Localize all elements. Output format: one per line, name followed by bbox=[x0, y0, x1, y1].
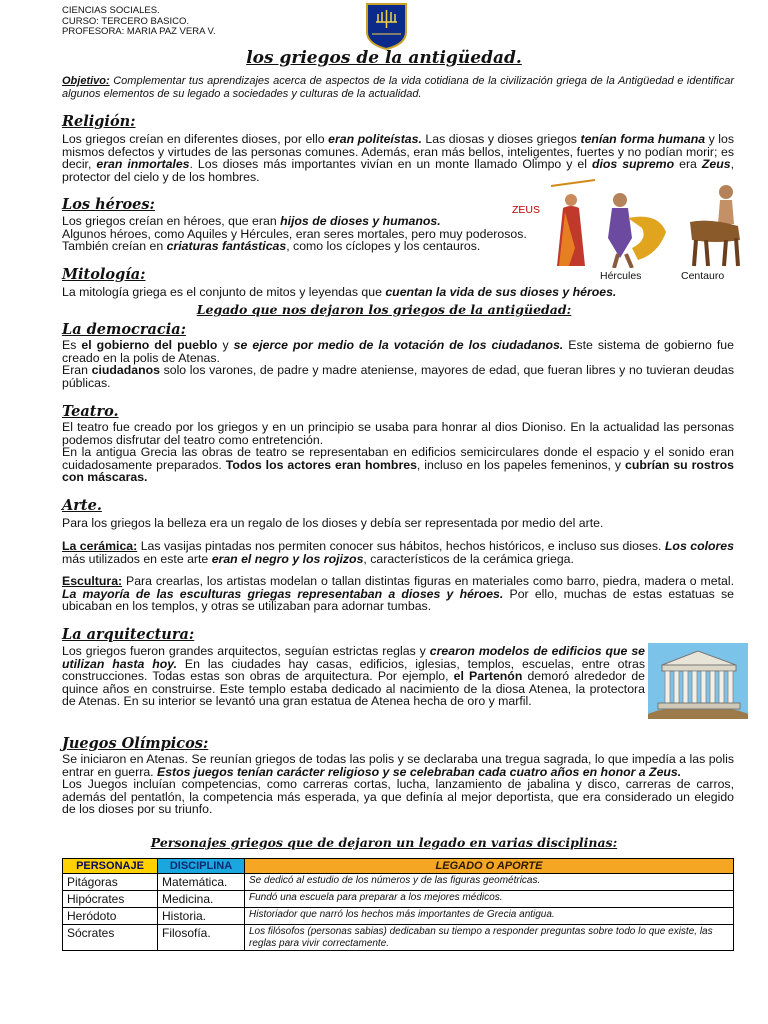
table-row bbox=[63, 908, 734, 925]
school-crest-logo bbox=[364, 2, 409, 50]
religion-heading: Religión: bbox=[62, 113, 136, 130]
legacy-heading: Legado que nos dejaron los griegos de la antigüedad: bbox=[196, 302, 572, 317]
objective-label: Objetivo: bbox=[62, 75, 110, 87]
table-row bbox=[63, 891, 734, 908]
zeus-illustration bbox=[545, 178, 605, 268]
cell-legado: Historiador que narró los hechos más importantes de Grecia antigua. bbox=[245, 908, 734, 925]
column-header-personaje: PERSONAJE bbox=[63, 859, 158, 874]
characters-heading: Personajes griegos que de dejaron un legado en varias disciplinas: bbox=[150, 835, 618, 850]
column-header-legado: LEGADO O APORTE bbox=[245, 859, 734, 874]
cell-legado: Los filósofos (personas sabias) dedicaban su tiempo a responder preguntas sobre todo lo que existe, las reglas para vivir correctamente. bbox=[245, 925, 734, 951]
architecture-paragraph: Los griegos fueron grandes arquitectos, seguían estrictas reglas y crearon modelos de edificios que se utilizan hasta hoy. En las ciudades hay casas, edificios, iglesias, templos, escuelas, entre otras construcciones. Todas estas son obras de arquitectura. Por ejemplo, el Partenón demoró alrededor de quince años en construirse. Este templo estaba dedicado al nacimiento de la diosa Atenea, la protectora de Atenas. En su interior se levantó una gran estatua de Atenea hecha de oro y marfil. bbox=[62, 644, 646, 708]
centaur-illustration bbox=[680, 182, 750, 268]
theater-heading: Teatro. bbox=[62, 403, 119, 420]
cell-disciplina: Historia. bbox=[158, 908, 245, 925]
democracy-heading: La democracia: bbox=[62, 321, 186, 338]
teacher-line: PROFESORA: MARIA PAZ VERA V. bbox=[62, 26, 216, 37]
art-intro: Para los griegos la belleza era un regalo de los dioses y debía ser representada por medio del arte. bbox=[62, 516, 604, 530]
table-row bbox=[63, 874, 734, 891]
olympics-heading: Juegos Olímpicos: bbox=[62, 735, 209, 752]
heroes-paragraph: Los griegos creían en héroes, que eran hijos de dioses y humanos. Algunos héroes, como Aquiles y Hércules, eran seres mortales, pero muy poderosos. También creían en criaturas fantásticas, como los cíclopes y los centauros. bbox=[62, 214, 527, 253]
zeus-caption: ZEUS bbox=[512, 204, 541, 216]
cell-legado: Se dedicó al estudio de los números y de las figuras geométricas. bbox=[245, 874, 734, 891]
parthenon-illustration bbox=[648, 643, 748, 719]
hercules-caption: Hércules bbox=[600, 270, 642, 282]
cell-disciplina: Matemática. bbox=[158, 874, 245, 891]
objective-paragraph: Objetivo: Complementar tus aprendizajes acerca de aspectos de la vida cotidiana de la civilización griega de la Antigüedad e identificar algunos elementos de su legado a sociedades y culturas de la actualidad. bbox=[62, 75, 734, 100]
course-header bbox=[62, 6, 216, 38]
cell-disciplina: Medicina. bbox=[158, 891, 245, 908]
table-header-row bbox=[63, 859, 734, 874]
architecture-heading: La arquitectura: bbox=[62, 626, 195, 643]
cell-personaje: Pitágoras bbox=[63, 874, 158, 891]
legacy-table bbox=[62, 858, 734, 951]
cell-disciplina: Filosofía. bbox=[158, 925, 245, 951]
course-line: CURSO: TERCERO BASICO. bbox=[62, 15, 190, 27]
democracy-paragraph: Es el gobierno del pueblo y se ejerce por medio de la votación de los ciudadanos. Este sistema de gobierno fue creado en la polis de Atenas. Eran ciudadanos solo los varones, de padre y madre ateniense, mayores de edad, que fueran libres y no tuvieran deudas públicas. bbox=[62, 338, 734, 390]
mythology-paragraph: La mitología griega es el conjunto de mitos y leyendas que cuentan la vida de sus dioses y héroes. bbox=[62, 285, 617, 299]
theater-paragraph: El teatro fue creado por los griegos y en un principio se usaba para honrar al dios Dioniso. En la actualidad las personas podemos disfrutar del teatro como entretención. En la antigua Grecia las obras de teatro se representaban en edificios semicirculares donde el espacio y el sonido eran cuidadosamente preparados. Todos los actores eran hombres, incluso en los papeles femeninos, y cubrían su rostros con máscaras. bbox=[62, 420, 734, 484]
table-row bbox=[63, 925, 734, 951]
hercules-illustration bbox=[598, 188, 673, 268]
olympics-paragraph: Se iniciaron en Atenas. Se reunían griegos de todas las polis y se declaraba una tregua sagrada, lo que impedía a las polis entrar en guerra. Estos juegos tenían carácter religioso y se celebraban cada cuatro años en honor a Zeus. Los Juegos incluían competencias, como carreras cortas, lucha, lanzamiento de jabalina y disco, carreras de carros, además del pentatlón, la competencia más esperada, ya que definía al mejor deportista, que era considerado un elegido de los dioses por su triunfo. bbox=[62, 752, 734, 816]
subject-line: CIENCIAS SOCIALES. bbox=[62, 5, 160, 16]
ceramics-paragraph: La cerámica: Las vasijas pintadas nos permiten conocer sus hábitos, hechos históricos, e incluso sus dioses. Los colores más utilizados en este arte eran el negro y los rojizos, característicos de la cerámica griega. bbox=[62, 539, 734, 566]
art-heading: Arte. bbox=[62, 497, 102, 514]
centaur-caption: Centauro bbox=[681, 270, 725, 282]
religion-paragraph: Los griegos creían en diferentes dioses, por ello eran politeístas. Las diosas y dioses griegos tenían forma humana y los mismos defectos y virtudes de las personas comunes. Además, eran más bellos, inteligentes, fuertes y no podían morir; es decir, eran inmortales. Los dioses más importantes vivían en un monte llamado Olimpo y el dios supremo era Zeus, protector del cielo y de los hombres. bbox=[62, 132, 734, 184]
mythology-heading: Mitología: bbox=[62, 266, 146, 283]
column-header-disciplina: DISCIPLINA bbox=[158, 859, 245, 874]
cell-personaje: Sócrates bbox=[63, 925, 158, 951]
page-title: los griegos de la antigüedad. bbox=[246, 48, 522, 68]
heroes-heading: Los héroes: bbox=[62, 196, 155, 213]
cell-personaje: Hipócrates bbox=[63, 891, 158, 908]
sculpture-paragraph: Escultura: Para crearlas, los artistas modelan o tallan distintas figuras en materiales como barro, piedra, madera o metal. La mayoría de las esculturas griegas representaban a dioses y héroes. Por ello, muchas de estas estatuas se ubicaban en los templos, y otras se utilizaban para adornar tumbas. bbox=[62, 574, 734, 613]
cell-legado: Fundó una escuela para preparar a los mejores médicos. bbox=[245, 891, 734, 908]
cell-personaje: Heródoto bbox=[63, 908, 158, 925]
